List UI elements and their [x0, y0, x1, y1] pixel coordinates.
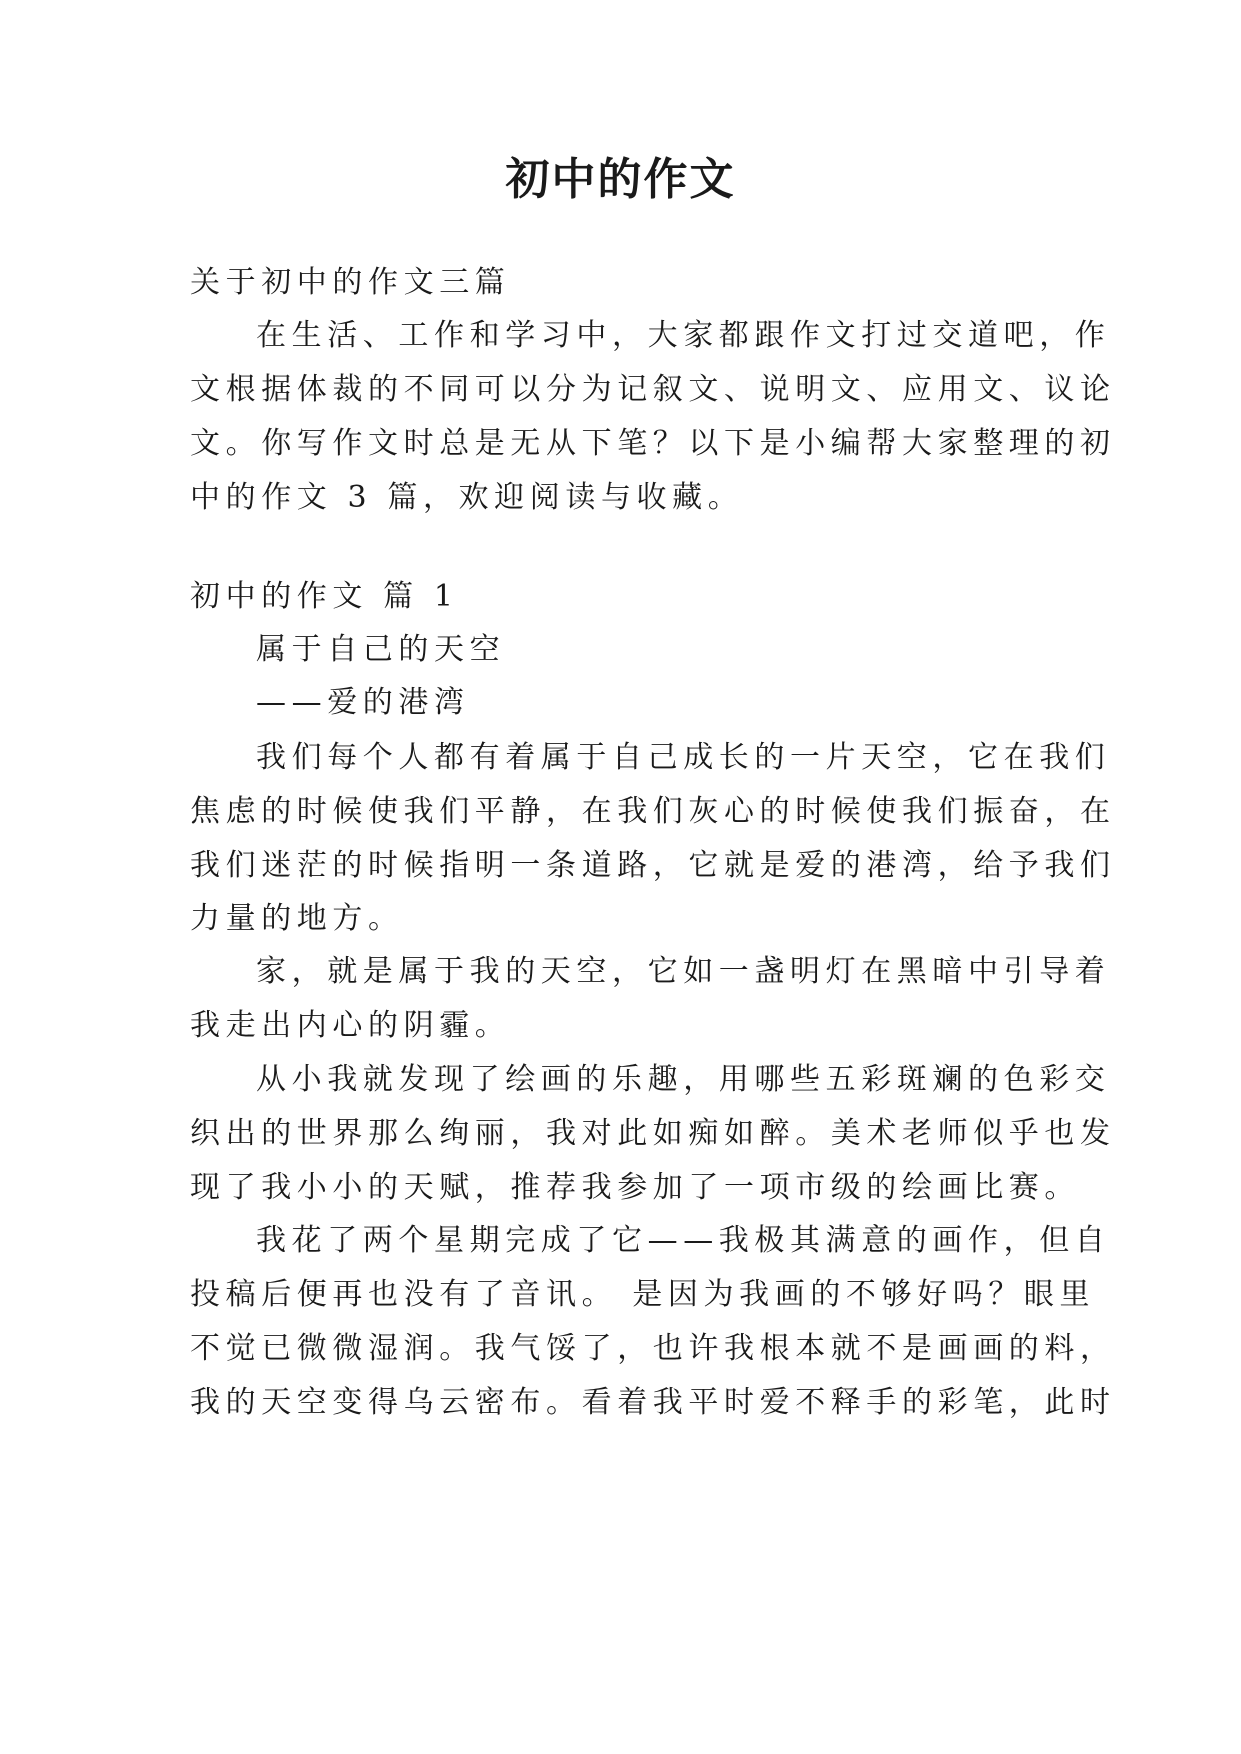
body-line: 焦虑的时候使我们平静，在我们灰心的时候使我们振奋，在 — [190, 794, 1116, 829]
essay-title: 属于自己的天空 — [256, 632, 506, 667]
intro-line: 文。你写作文时总是无从下笔？以下是小编帮大家整理的初 — [190, 426, 1116, 461]
intro-line: 在生活、工作和学习中，大家都跟作文打过交道吧，作 — [256, 318, 1111, 353]
body-line: 我花了两个星期完成了它——我极其满意的画作，但自 — [256, 1223, 1111, 1258]
body-line: 投稿后便再也没有了音讯。 是因为我画的不够好吗？眼里 — [190, 1277, 1096, 1312]
intro-line: 文根据体裁的不同可以分为记叙文、说明文、应用文、议论 — [190, 372, 1116, 407]
subtitle: 关于初中的作文三篇 — [190, 265, 511, 300]
essay-subtitle: ——爱的港湾 — [256, 685, 470, 720]
body-line: 从小我就发现了绘画的乐趣，用哪些五彩斑斓的色彩交 — [256, 1062, 1111, 1097]
body-line: 我们迷茫的时候指明一条道路，它就是爱的港湾，给予我们 — [190, 848, 1116, 883]
body-line: 我的天空变得乌云密布。看着我平时爱不释手的彩笔，此时 — [190, 1385, 1116, 1420]
body-line: 我走出内心的阴霾。 — [190, 1008, 511, 1043]
body-line: 现了我小小的天赋，推荐我参加了一项市级的绘画比赛。 — [190, 1170, 1080, 1205]
body-line: 家，就是属于我的天空，它如一盏明灯在黑暗中引导着 — [256, 954, 1111, 989]
body-line: 织出的世界那么绚丽，我对此如痴如醉。美术老师似乎也发 — [190, 1116, 1116, 1151]
body-line: 不觉已微微湿润。我气馁了，也许我根本就不是画画的料， — [190, 1331, 1116, 1366]
body-line: 我们每个人都有着属于自己成长的一片天空，它在我们 — [256, 740, 1111, 775]
intro-line: 中的作文 3 篇，欢迎阅读与收藏。 — [190, 480, 744, 515]
document-title: 初中的作文 — [505, 154, 736, 205]
body-line: 力量的地方。 — [190, 901, 404, 936]
section-heading: 初中的作文 篇 1 — [190, 579, 459, 614]
